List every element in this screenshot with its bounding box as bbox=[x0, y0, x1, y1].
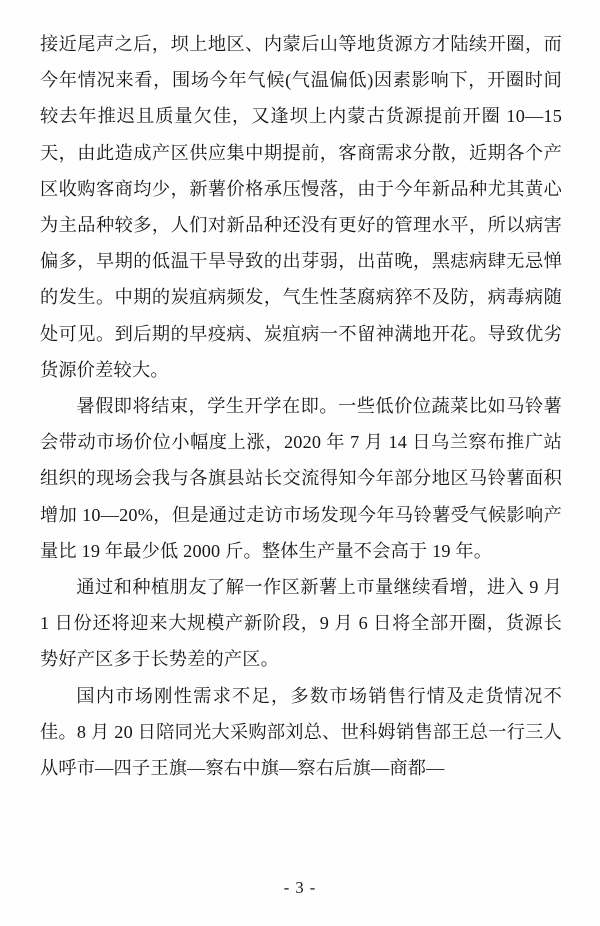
paragraph-2: 暑假即将结束，学生开学在即。一些低价位蔬菜比如马铃薯会带动市场价位小幅度上涨，2020 年 7 月 14 日乌兰察布推广站组织的现场会我与各旗县站长交流得知今年部分地区马铃薯面积增加 10—20%，但是通过走访市场发现今年马铃薯受气候影响产量比 19 年最少低 2000 斤。整体生产量不会高于 19 年。 bbox=[40, 396, 562, 561]
paragraph-3: 通过和种植朋友了解一作区新薯上市量继续看增，进入 9 月 1 日份还将迎来大规模产新阶段，9 月 6 日将全部开圈，货源长势好产区多于长势差的产区。 bbox=[40, 577, 562, 670]
page-number: - 3 - bbox=[283, 878, 317, 897]
paragraph-4: 国内市场刚性需求不足，多数市场销售行情及走货情况不佳。8 月 20 日陪同光大采购部刘总、世科姆销售部王总一行三人从呼市—四子王旗—察右中旗—察右后旗—商都— bbox=[40, 685, 562, 779]
document-body bbox=[40, 26, 562, 786]
paragraph-1: 接近尾声之后，坝上地区、内蒙后山等地货源方才陆续开圈，而今年情况来看，围场今年气候(气温偏低)因素影响下，开圈时间较去年推迟且质量欠佳，又逢坝上内蒙古货源提前开圈 10—15 天，由此造成产区供应集中期提前，客商需求分散，近期各个产区收购客商均少，新薯价格承压慢落，由于今年新品种尤其黄心为主品种较多，人们对新品种还没有更好的管理水平，所以病害偏多，早期的低温干旱导致的出芽弱，出苗晚，黑痣病肆无忌惮的发生。中期的炭疽病频发，气生性茎腐病猝不及防，病毒病随处可见。到后期的早疫病、炭疽病一不留神满地开花。导致优劣货源价差较大。 bbox=[40, 34, 562, 380]
